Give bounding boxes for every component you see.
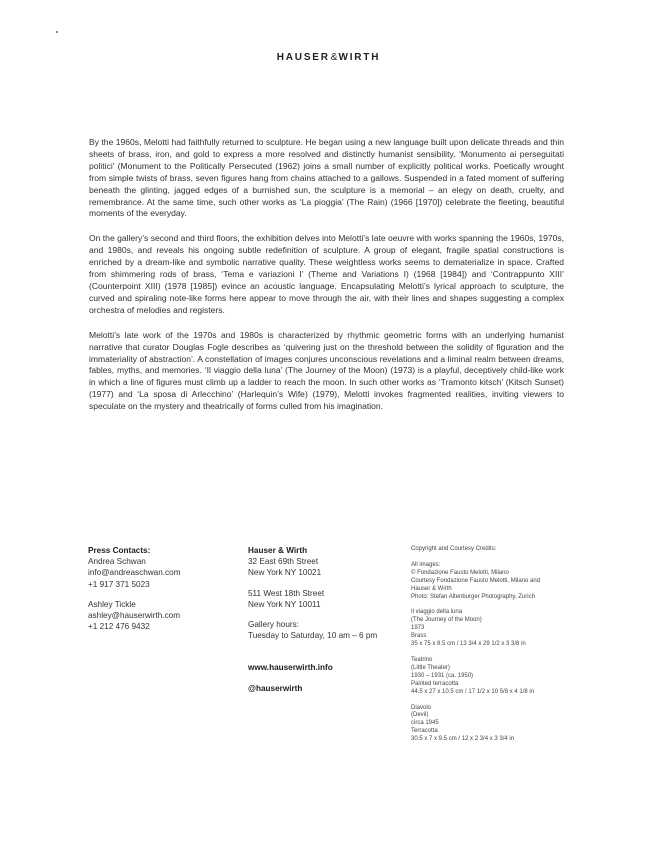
social-handle[interactable]: @hauserwirth — [248, 683, 303, 693]
credits — [411, 546, 540, 744]
brand-right: WIRTH — [338, 52, 381, 63]
paragraph-3: Melotti’s late work of the 1970s and 1980s is characterized by rhythmic geometric forms with an underlying humanist narrative that curator Douglas Fogle describes as ‘quivering just on the threshold between the solidity of figuration and the immateriality of abstraction’. A constellation of images conjures unconscious revelations and a liminal realm between dreams, fables, myths, and memories. ‘Il viaggio della luna’ (The Journey of the Moon) (1973) is a playful, deceptively child-like work in which a line of figures must climb up a ladder to reach the moon. In such other works as ‘Tramonto kitsch’ (Kitsch Sunset) (1977) and ‘La sposa di Arlecchino’ (Harlequin’s Wife) (1979), Melotti invokes fragmented realities, inviting viewers to speculate on the mystery and theatrically of forms culled from his imagination. — [89, 329, 564, 412]
work-2-translation: (Little Theater) — [411, 664, 450, 671]
spacer — [248, 579, 377, 588]
spacer — [248, 674, 377, 683]
address-2-line-2: New York NY 10011 — [248, 599, 321, 609]
work-2-title: Teatrino — [411, 656, 433, 663]
contact-2-email[interactable]: ashley@hauserwirth.com — [88, 611, 181, 621]
work-1-medium: Brass — [411, 633, 427, 640]
work-1-title: Il viaggio della luna — [411, 609, 463, 616]
work-1-translation: (The Journey of the Moon) — [411, 617, 482, 624]
work-1-dimensions: 35 x 75 x 8.5 cm / 13 3/4 x 29 1/2 x 3 3/8 in — [411, 641, 526, 648]
brand-amp: & — [330, 52, 338, 63]
spacer — [411, 601, 540, 609]
press-contacts-heading: Press Contacts: — [88, 546, 151, 555]
work-2-date: 1930 – 1931 (ca. 1950) — [411, 672, 474, 679]
credits-line: Courtesy Fondazione Fausto Melotti, Milano and — [411, 577, 541, 584]
press-contacts — [88, 545, 181, 632]
paragraph-1: By the 1960s, Melotti had faithfully returned to sculpture. He began using a new language built upon delicate threads and thin sheets of brass, iron, and gold to express a more resolved and distinctly humanist sensibility. ‘Monumento ai perseguitati politici’ (Monument to the Politically Persecuted (1962) joins a small number of explicitly political works. Poetically wrought from simple twists of brass, seven figures hang from chains attached to a gallows. Suspended in a fated moment of suffering beneath the glinting, jagged edges of a burnished sun, the sculpture is a memorial – an elegy on death, cruelty, and remembrance. At the same time, such other works as ‘La pioggia’ (The Rain) (1966 [1970]) celebrate the fleeting, beautiful moments of the everyday. — [89, 137, 564, 219]
website-link[interactable]: www.hauserwirth.info — [248, 663, 333, 673]
contact-1-name: Andrea Schwan — [88, 557, 146, 567]
work-3-title: Diavolo — [411, 704, 432, 711]
credits-line: © Fondazione Fausto Melotti, Milano — [411, 569, 509, 576]
hours-label: Gallery hours: — [248, 620, 299, 630]
gallery-info — [248, 545, 377, 694]
work-2-medium: Painted terracotta — [411, 680, 459, 687]
address-1-line-1: 32 East 69th Street — [248, 557, 319, 567]
address-1-line-2: New York NY 10021 — [248, 568, 322, 578]
credits-heading: Copyright and Courtesy Credits: — [411, 546, 497, 552]
paragraph-2: On the gallery’s second and third floors, the exhibition delves into Melotti’s late oeuvre with works spanning the 1960s, 1970s, and 1980s, and reveals his ongoing subtle redefinition of sculpture. A group of elegant, fragile spatial constructions is enriched by a dream-like and symbolic narrative quality. These weightless works seems to dematerialize in space. Crafted from shimmering rods of brass, ‘Tema e variazioni I’ (Theme and Variations I) (1968 [1984]) and ‘Contrappunto XIII’ (Counterpoint XIII) (1978 [1985]) evince an acoustic language. Encapsulating Melotti’s lyrical approach to sculpture, the curved and spiraling note-like forms here appear to move through the air, with their lines and shapes suggesting a complex orchestra of melodies and registers. — [89, 233, 564, 315]
body-text — [89, 137, 564, 426]
brand-left: HAUSER — [276, 52, 330, 63]
contact-1-email[interactable]: info@andreaschwan.com — [88, 568, 181, 578]
credits-line: Hauser & Wirth — [411, 585, 452, 592]
contact-2-phone: +1 212 476 9432 — [88, 622, 150, 632]
work-3-date: circa 1945 — [411, 720, 439, 727]
spacer — [248, 641, 377, 662]
work-3-medium: Terracotta — [411, 728, 438, 735]
contact-1-phone: +1 917 371 5023 — [88, 579, 150, 589]
address-2-line-1: 511 West 18th Street — [248, 588, 325, 598]
spacer — [248, 610, 377, 619]
gallery-heading: Hauser & Wirth — [248, 546, 308, 555]
spacer — [411, 697, 540, 705]
work-3-translation: (Devil) — [411, 712, 429, 719]
scan-speck — [56, 31, 58, 33]
credits-line: All images: — [411, 561, 441, 568]
spacer — [411, 554, 540, 562]
work-3-dimensions: 30.5 x 7 x 9.5 cm / 12 x 2 3/4 x 3 3/4 in — [411, 736, 515, 743]
hours-value: Tuesday to Saturday, 10 am – 6 pm — [248, 631, 378, 641]
spacer — [88, 590, 181, 599]
work-1-date: 1973 — [411, 625, 425, 632]
contact-2-name: Ashley Tickle — [88, 599, 136, 609]
brand-logo — [0, 52, 657, 63]
work-2-dimensions: 44.5 x 27 x 10.5 cm / 17 1/2 x 10 5/8 x 4 1/8 in — [411, 688, 535, 695]
credits-line: Photo: Stefan Altenburger Photography, Zurich — [411, 593, 535, 600]
spacer — [411, 649, 540, 657]
